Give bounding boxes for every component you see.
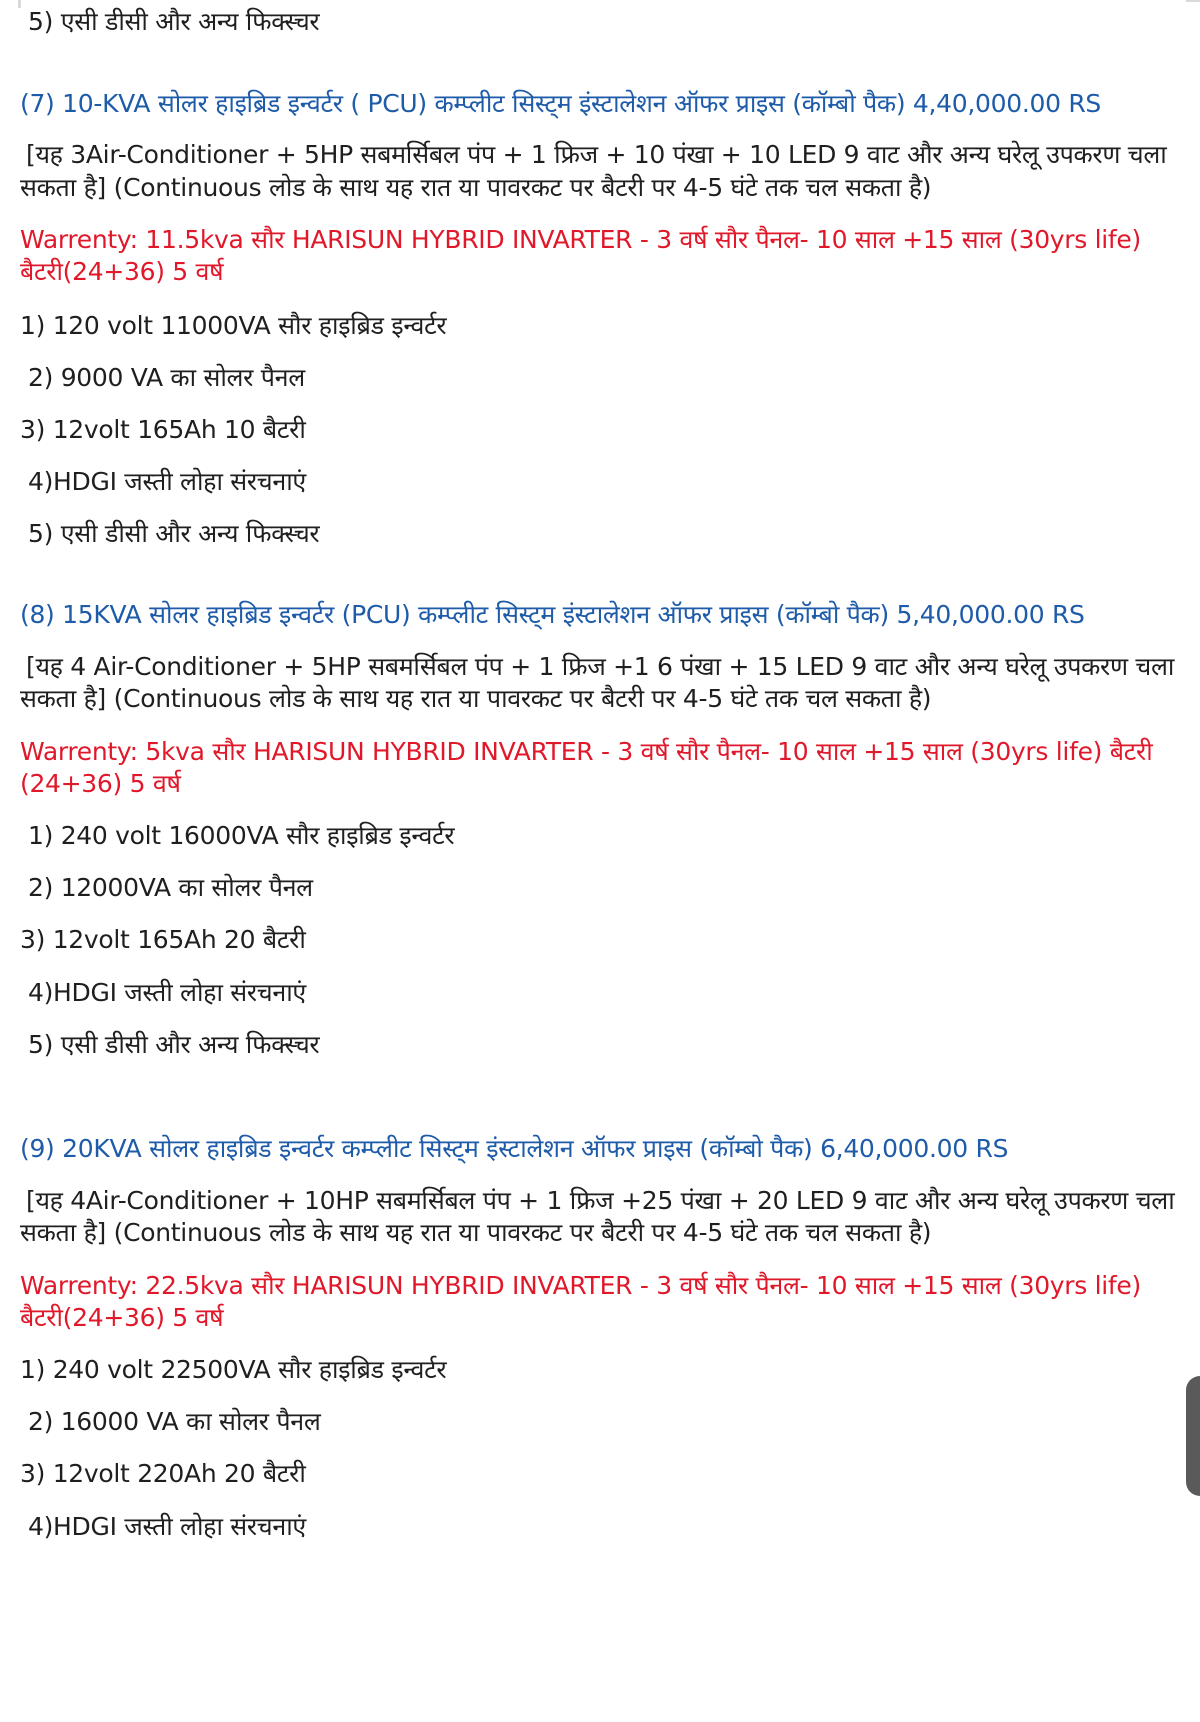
package-9-warranty-line-1: Warrenty: 22.5kva सौर HARISUN HYBRID INVARTER - 3 वर्ष सौर पैनल- 10 साल +15 साल (30yrs life): [20, 1271, 1141, 1300]
package-7-item-5: 5) एसी डीसी और अन्य फिक्स्चर: [28, 519, 320, 548]
package-9-description-line-1: [यह 4Air-Conditioner + 10HP सबमर्सिबल पंप + 1 फ्रिज +25 पंखा + 20 LED 9 वाट और अन्य घरेलू उपकरण चला: [26, 1186, 1175, 1215]
top-right-edge-mark: [1186, 0, 1200, 2]
package-9-warranty-line-2: बैटरी(24+36) 5 वर्ष: [20, 1303, 224, 1332]
package-9-item-3: 3) 12volt 220Ah 20 बैटरी: [20, 1459, 306, 1488]
package-8-warranty-line-2: (24+36) 5 वर्ष: [20, 769, 181, 798]
package-8-item-5: 5) एसी डीसी और अन्य फिक्स्चर: [28, 1030, 320, 1059]
package-9-item-4: 4)HDGI जस्ती लोहा संरचनाएं: [28, 1512, 306, 1541]
package-7-warranty-line-1: Warrenty: 11.5kva सौर HARISUN HYBRID INVARTER - 3 वर्ष सौर पैनल- 10 साल +15 साल (30yrs life): [20, 225, 1141, 254]
package-8-item-3: 3) 12volt 165Ah 20 बैटरी: [20, 925, 306, 954]
package-7-item-3: 3) 12volt 165Ah 10 बैटरी: [20, 415, 306, 444]
package-8-description-line-2: सकता है] (Continuous लोड के साथ यह रात या पावरकट पर बैटरी पर 4-5 घंटे तक चल सकता है): [20, 684, 932, 713]
package-9-heading: (9) 20KVA सोलर हाइब्रिड इन्वर्टर कम्प्लीट सिस्ट्म इंस्टालेशन ऑफर प्राइस (कॉम्बो पैक) 6,40,000.00 RS: [20, 1134, 1009, 1163]
package-8-item-4: 4)HDGI जस्ती लोहा संरचनाएं: [28, 978, 306, 1007]
scroll-handle[interactable]: [1186, 1376, 1200, 1496]
package-9-item-2: 2) 16000 VA का सोलर पैनल: [28, 1407, 321, 1436]
package-8-item-1: 1) 240 volt 16000VA सौर हाइब्रिड इन्वर्टर: [28, 821, 455, 850]
package-8-heading: (8) 15KVA सोलर हाइब्रिड इन्वर्टर (PCU) कम्प्लीट सिस्ट्म इंस्टालेशन ऑफर प्राइस (कॉम्बो पैक) 5,40,000.00 RS: [20, 600, 1085, 629]
package-9-item-1: 1) 240 volt 22500VA सौर हाइब्रिड इन्वर्टर: [20, 1355, 447, 1384]
package-7-warranty-line-2: बैटरी(24+36) 5 वर्ष: [20, 257, 224, 286]
top-edge-mark: [18, 0, 21, 8]
package-8-warranty-line-1: Warrenty: 5kva सौर HARISUN HYBRID INVARTER - 3 वर्ष सौर पैनल- 10 साल +15 साल (30yrs life) बैटरी: [20, 737, 1153, 766]
package-7-item-1: 1) 120 volt 11000VA सौर हाइब्रिड इन्वर्टर: [20, 311, 447, 340]
package-7-heading: (7) 10-KVA सोलर हाइब्रिड इन्वर्टर ( PCU) कम्प्लीट सिस्ट्म इंस्टालेशन ऑफर प्राइस (कॉम्बो पैक) 4,40,000.00 RS: [20, 89, 1101, 118]
package-9-description-line-2: सकता है] (Continuous लोड के साथ यह रात या पावरकट पर बैटरी पर 4-5 घंटे तक चल सकता है): [20, 1218, 932, 1247]
package-7-description-line-1: [यह 3Air-Conditioner + 5HP सबमर्सिबल पंप + 1 फ्रिज + 10 पंखा + 10 LED 9 वाट और अन्य घरेलू उपकरण चला: [26, 140, 1167, 169]
package-7-description-line-2: सकता है] (Continuous लोड के साथ यह रात या पावरकट पर बैटरी पर 4-5 घंटे तक चल सकता है): [20, 173, 932, 202]
package-7-item-4: 4)HDGI जस्ती लोहा संरचनाएं: [28, 467, 306, 496]
top-fragment-item-5: 5) एसी डीसी और अन्य फिक्स्चर: [28, 7, 320, 36]
package-8-item-2: 2) 12000VA का सोलर पैनल: [28, 873, 313, 902]
package-8-description-line-1: [यह 4 Air-Conditioner + 5HP सबमर्सिबल पंप + 1 फ्रिज +1 6 पंखा + 15 LED 9 वाट और अन्य घरेलू उपकरण चला: [26, 652, 1175, 681]
package-7-item-2: 2) 9000 VA का सोलर पैनल: [28, 363, 305, 392]
